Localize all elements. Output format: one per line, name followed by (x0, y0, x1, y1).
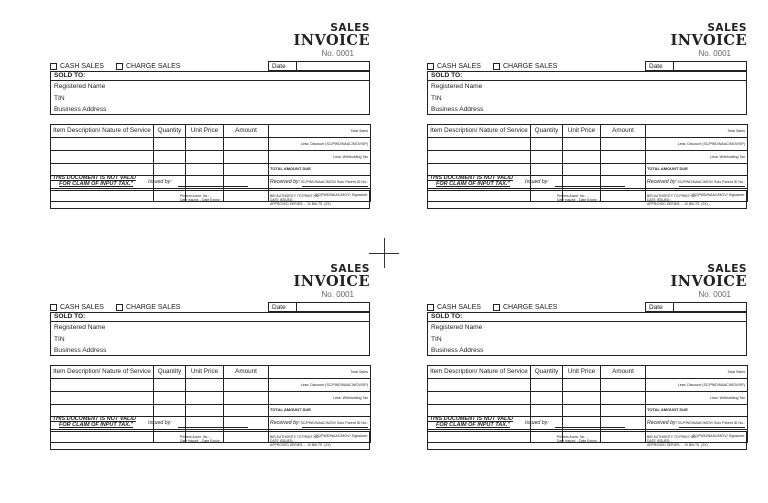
sales-invoice-form (50, 22, 370, 242)
printer-accreditation-number: Printers Accre. No.: - (180, 435, 212, 439)
business-address-field[interactable]: Business Address (431, 106, 484, 113)
item-unit-price-cell[interactable] (186, 163, 224, 176)
item-description-cell[interactable] (428, 163, 531, 176)
item-amount-cell[interactable] (224, 379, 269, 392)
crop-mark-vertical (384, 238, 385, 268)
column-header-amount: Amount (601, 125, 646, 138)
invoice-title-invoice: INVOICE (293, 273, 370, 290)
warning-line-1: "THIS DOCUMENT IS NOT VALID (50, 416, 136, 422)
bir-authority (647, 435, 708, 447)
sold-to-label: SOLD TO: (51, 313, 369, 322)
item-description-cell[interactable] (51, 391, 154, 404)
bir-authority-number: BIR AUTHORITY TO PRINT NO.: - (647, 194, 700, 198)
printer-footer-box (50, 431, 370, 450)
customer-info-box (50, 312, 370, 356)
sold-to-label: SOLD TO: (51, 72, 369, 81)
bir-date-issued: DATE ISSUED: - (270, 198, 296, 202)
item-row (51, 163, 371, 176)
invoice-title-sales: SALES (707, 22, 747, 34)
issued-by-label: Issued by: (525, 420, 549, 426)
warning-line-2: FOR CLAIM OF INPUT TAX." (436, 422, 511, 428)
item-unit-price-cell[interactable] (186, 404, 224, 417)
warning-line-1: "THIS DOCUMENT IS NOT VALID (427, 175, 513, 181)
received-by-signature-line[interactable] (679, 427, 745, 428)
cash-sales-checkbox[interactable] (427, 63, 434, 70)
summary-total-amount-due: TOTAL AMOUNT DUE (646, 163, 748, 176)
issued-by-label: Issued by: (525, 179, 549, 185)
item-amount-cell[interactable] (224, 163, 269, 176)
received-by-label: Received by: (270, 420, 300, 426)
printer-footer-box (50, 190, 370, 209)
date-divider (673, 302, 674, 312)
item-row (428, 404, 748, 417)
item-row (428, 379, 748, 392)
column-header-description: Item Description/ Nature of Service (51, 125, 154, 138)
tin-field[interactable]: TIN (54, 335, 65, 343)
item-quantity-cell[interactable] (154, 379, 186, 392)
warning-line-1: "THIS DOCUMENT IS NOT VALID (427, 416, 513, 422)
charge-sales-option[interactable] (116, 63, 180, 70)
column-header-amount: Amount (224, 366, 269, 379)
date-label: Date (272, 62, 286, 70)
item-description-cell[interactable] (51, 404, 154, 417)
issued-by-label: Issued by: (148, 179, 172, 185)
bir-approved-series: APPROVED SERIES: - 10 BKLTS (2X) (647, 202, 708, 206)
printer-accreditation (557, 435, 600, 443)
sales-invoice-form (427, 22, 747, 242)
received-by-label: Received by: (647, 179, 677, 185)
bir-authority-number: BIR AUTHORITY TO PRINT NO.: - (647, 435, 700, 439)
printer-accreditation (180, 435, 223, 443)
bir-authority (270, 435, 331, 447)
summary-id-number: SC/PWD/NAAC/MOV/ Solo Parent ID No.: (269, 417, 371, 430)
item-unit-price-cell[interactable] (563, 163, 601, 176)
sale-type-options (50, 63, 192, 70)
items-header-row (51, 366, 371, 379)
item-row (428, 163, 748, 176)
tin-field[interactable]: TIN (54, 94, 65, 102)
item-unit-price-cell[interactable] (563, 150, 601, 163)
item-quantity-cell[interactable] (531, 404, 563, 417)
date-divider (673, 61, 674, 71)
cash-sales-label: CASH SALES (60, 63, 104, 70)
customer-info-box (427, 71, 747, 115)
item-description-cell[interactable] (428, 150, 531, 163)
summary-signature: SC/PWD/NAAC/MOV/ Signature: (269, 430, 371, 443)
item-unit-price-cell[interactable] (563, 379, 601, 392)
bir-approved-series: APPROVED SERIES: - 10 BKLTS (2X) (647, 443, 708, 447)
column-header-description: Item Description/ Nature of Service (51, 366, 154, 379)
warning-line-2: FOR CLAIM OF INPUT TAX." (436, 181, 511, 187)
received-by-label: Received by: (647, 420, 677, 426)
received-by-label: Received by: (270, 179, 300, 185)
item-description-cell[interactable] (428, 391, 531, 404)
date-label: Date (272, 303, 286, 311)
item-description-cell[interactable] (51, 163, 154, 176)
column-header-unit-price: Unit Price (186, 366, 224, 379)
summary-total-sales: Total Sales (646, 366, 748, 379)
charge-sales-label: CHARGE SALES (125, 63, 181, 70)
item-amount-cell[interactable] (224, 138, 269, 151)
item-quantity-cell[interactable] (154, 163, 186, 176)
date-field[interactable] (645, 302, 747, 312)
item-description-cell[interactable] (428, 404, 531, 417)
summary-less-discount: Less: Discount (SC/PWD/NAAC/MOV/SP) (646, 138, 748, 151)
invoice-title-invoice: INVOICE (293, 32, 370, 49)
printer-dates: Date Issued: - Date Expiry: - (557, 439, 600, 443)
summary-less-discount: Less: Discount (SC/PWD/NAAC/MOV/SP) (646, 379, 748, 392)
printer-dates: Date Issued: - Date Expiry: - (180, 439, 223, 443)
printer-accreditation (180, 194, 223, 202)
invoice-title-invoice: INVOICE (670, 273, 747, 290)
item-unit-price-cell[interactable] (186, 391, 224, 404)
sale-type-options (427, 63, 569, 70)
charge-sales-label: CHARGE SALES (125, 304, 181, 311)
column-header-description: Item Description/ Nature of Service (428, 125, 531, 138)
cash-sales-checkbox[interactable] (427, 304, 434, 311)
date-field[interactable] (268, 302, 370, 312)
summary-id-number: SC/PWD/NAAC/MOV/ Solo Parent ID No.: (646, 176, 748, 189)
printer-accreditation-number: Printers Accre. No.: - (557, 435, 589, 439)
item-quantity-cell[interactable] (531, 391, 563, 404)
charge-sales-label: CHARGE SALES (502, 304, 558, 311)
item-quantity-cell[interactable] (531, 163, 563, 176)
charge-sales-checkbox[interactable] (116, 304, 123, 311)
item-quantity-cell[interactable] (531, 379, 563, 392)
date-label: Date (649, 303, 663, 311)
invoice-number: No. 0001 (321, 290, 354, 299)
tin-field[interactable]: TIN (431, 94, 442, 102)
charge-sales-checkbox[interactable] (116, 63, 123, 70)
column-header-unit-price: Unit Price (563, 366, 601, 379)
date-label: Date (649, 62, 663, 70)
column-header-quantity: Quantity (154, 125, 186, 138)
printer-dates: Date Issued: - Date Expiry: - (180, 198, 223, 202)
issued-by-signature-line[interactable] (555, 186, 625, 187)
summary-id-number: SC/PWD/NAAC/MOV/ Solo Parent ID No.: (269, 176, 371, 189)
cash-sales-label: CASH SALES (60, 304, 104, 311)
charge-sales-label: CHARGE SALES (502, 63, 558, 70)
item-description-cell[interactable] (51, 138, 154, 151)
items-header-row (51, 125, 371, 138)
sale-type-options (427, 304, 569, 311)
issued-by-label: Issued by: (148, 420, 172, 426)
invoice-number: No. 0001 (698, 290, 731, 299)
item-quantity-cell[interactable] (531, 150, 563, 163)
charge-sales-checkbox[interactable] (493, 304, 500, 311)
invoice-title-sales: SALES (330, 22, 370, 34)
summary-less-discount: Less: Discount (SC/PWD/NAAC/MOV/SP) (269, 138, 371, 151)
item-unit-price-cell[interactable] (563, 391, 601, 404)
summary-total-amount-due: TOTAL AMOUNT DUE (646, 404, 748, 417)
item-row (51, 379, 371, 392)
issued-by-signature-line[interactable] (178, 186, 248, 187)
cash-sales-checkbox[interactable] (50, 304, 57, 311)
bir-approved-series: APPROVED SERIES: - 10 BKLTS (2X) (270, 443, 331, 447)
summary-total-amount-due: TOTAL AMOUNT DUE (269, 404, 371, 417)
charge-sales-option[interactable] (493, 304, 557, 311)
received-by-signature-line[interactable] (302, 427, 368, 428)
printer-accreditation (557, 194, 600, 202)
item-amount-cell[interactable] (224, 404, 269, 417)
summary-total-sales: Total Sales (269, 125, 371, 138)
item-unit-price-cell[interactable] (186, 138, 224, 151)
item-description-cell[interactable] (428, 379, 531, 392)
registered-name-field[interactable]: Registered Name (431, 324, 483, 331)
date-divider (296, 302, 297, 312)
customer-info-box (50, 71, 370, 115)
bir-authority (270, 194, 331, 206)
bir-authority-number: BIR AUTHORITY TO PRINT NO.: - (270, 435, 323, 439)
items-header-row (428, 366, 748, 379)
column-header-description: Item Description/ Nature of Service (428, 366, 531, 379)
column-header-quantity: Quantity (531, 125, 563, 138)
business-address-field[interactable]: Business Address (431, 347, 484, 354)
item-quantity-cell[interactable] (154, 150, 186, 163)
item-quantity-cell[interactable] (531, 138, 563, 151)
items-header-row (428, 125, 748, 138)
date-field[interactable] (268, 61, 370, 71)
sold-to-label: SOLD TO: (428, 72, 746, 81)
bir-date-issued: DATE ISSUED: - (647, 198, 673, 202)
invoice-title-sales: SALES (330, 263, 370, 275)
column-header-amount: Amount (601, 366, 646, 379)
bir-date-issued: DATE ISSUED: - (647, 439, 673, 443)
warning-line-2: FOR CLAIM OF INPUT TAX." (59, 181, 134, 187)
summary-total-amount-due: TOTAL AMOUNT DUE (269, 163, 371, 176)
invoice-number: No. 0001 (321, 49, 354, 58)
column-header-amount: Amount (224, 125, 269, 138)
item-amount-cell[interactable] (601, 150, 646, 163)
item-description-cell[interactable] (51, 150, 154, 163)
item-amount-cell[interactable] (601, 404, 646, 417)
summary-withholding-tax: Less: Withholding Tax (269, 150, 371, 163)
tin-field[interactable]: TIN (431, 335, 442, 343)
item-unit-price-cell[interactable] (186, 150, 224, 163)
summary-less-discount: Less: Discount (SC/PWD/NAAC/MOV/SP) (269, 379, 371, 392)
summary-withholding-tax: Less: Withholding Tax (646, 150, 748, 163)
item-amount-cell[interactable] (601, 138, 646, 151)
item-row (51, 391, 371, 404)
item-row (51, 150, 371, 163)
cash-sales-option[interactable] (50, 304, 104, 311)
item-amount-cell[interactable] (601, 379, 646, 392)
cash-sales-option[interactable] (427, 63, 481, 70)
item-amount-cell[interactable] (224, 150, 269, 163)
summary-total-sales: Total Sales (646, 125, 748, 138)
warning-line-2: FOR CLAIM OF INPUT TAX." (59, 422, 134, 428)
charge-sales-option[interactable] (493, 63, 557, 70)
registered-name-field[interactable]: Registered Name (431, 83, 483, 90)
cash-sales-label: CASH SALES (437, 63, 481, 70)
date-field[interactable] (645, 61, 747, 71)
invoice-title-invoice: INVOICE (670, 32, 747, 49)
printer-accreditation-number: Printers Accre. No.: - (557, 194, 589, 198)
item-quantity-cell[interactable] (154, 138, 186, 151)
cash-sales-label: CASH SALES (437, 304, 481, 311)
item-unit-price-cell[interactable] (563, 138, 601, 151)
summary-signature: SC/PWD/NAAC/MOV/ Signature: (646, 189, 748, 202)
summary-total-sales: Total Sales (269, 366, 371, 379)
charge-sales-option[interactable] (116, 304, 180, 311)
warning-line-1: "THIS DOCUMENT IS NOT VALID (50, 175, 136, 181)
registered-name-field[interactable]: Registered Name (54, 83, 106, 90)
printer-accreditation-number: Printers Accre. No.: - (180, 194, 212, 198)
printer-footer-box (427, 431, 747, 450)
bir-approved-series: APPROVED SERIES: - 10 BKLTS (2X) (270, 202, 331, 206)
cash-sales-checkbox[interactable] (50, 63, 57, 70)
sale-type-options (50, 304, 192, 311)
sold-to-label: SOLD TO: (428, 313, 746, 322)
printer-dates: Date Issued: - Date Expiry: - (557, 198, 600, 202)
bir-date-issued: DATE ISSUED: - (270, 439, 296, 443)
item-unit-price-cell[interactable] (563, 404, 601, 417)
item-quantity-cell[interactable] (154, 391, 186, 404)
item-description-cell[interactable] (428, 138, 531, 151)
summary-withholding-tax: Less: Withholding Tax (646, 391, 748, 404)
customer-info-box (427, 312, 747, 356)
sales-invoice-form (427, 263, 747, 483)
summary-withholding-tax: Less: Withholding Tax (269, 391, 371, 404)
bir-authority (647, 194, 708, 206)
printer-footer-box (427, 190, 747, 209)
column-header-unit-price: Unit Price (186, 125, 224, 138)
cash-sales-option[interactable] (427, 304, 481, 311)
summary-signature: SC/PWD/NAAC/MOV/ Signature: (269, 189, 371, 202)
column-header-unit-price: Unit Price (563, 125, 601, 138)
item-amount-cell[interactable] (224, 391, 269, 404)
received-by-signature-line[interactable] (679, 186, 745, 187)
item-row (428, 138, 748, 151)
sales-invoice-form (50, 263, 370, 483)
cash-sales-option[interactable] (50, 63, 104, 70)
item-quantity-cell[interactable] (154, 404, 186, 417)
item-unit-price-cell[interactable] (186, 379, 224, 392)
registered-name-field[interactable]: Registered Name (54, 324, 106, 331)
column-header-quantity: Quantity (154, 366, 186, 379)
business-address-field[interactable]: Business Address (54, 106, 107, 113)
item-row (428, 391, 748, 404)
item-amount-cell[interactable] (601, 391, 646, 404)
business-address-field[interactable]: Business Address (54, 347, 107, 354)
invoice-title-sales: SALES (707, 263, 747, 275)
item-row (51, 404, 371, 417)
column-header-quantity: Quantity (531, 366, 563, 379)
item-amount-cell[interactable] (601, 163, 646, 176)
summary-signature: SC/PWD/NAAC/MOV/ Signature: (646, 430, 748, 443)
issued-by-signature-line[interactable] (555, 427, 625, 428)
summary-id-number: SC/PWD/NAAC/MOV/ Solo Parent ID No.: (646, 417, 748, 430)
issued-by-signature-line[interactable] (178, 427, 248, 428)
item-row (51, 138, 371, 151)
invoice-number: No. 0001 (698, 49, 731, 58)
bir-authority-number: BIR AUTHORITY TO PRINT NO.: - (270, 194, 323, 198)
item-description-cell[interactable] (51, 379, 154, 392)
item-row (428, 150, 748, 163)
charge-sales-checkbox[interactable] (493, 63, 500, 70)
received-by-signature-line[interactable] (302, 186, 368, 187)
date-divider (296, 61, 297, 71)
